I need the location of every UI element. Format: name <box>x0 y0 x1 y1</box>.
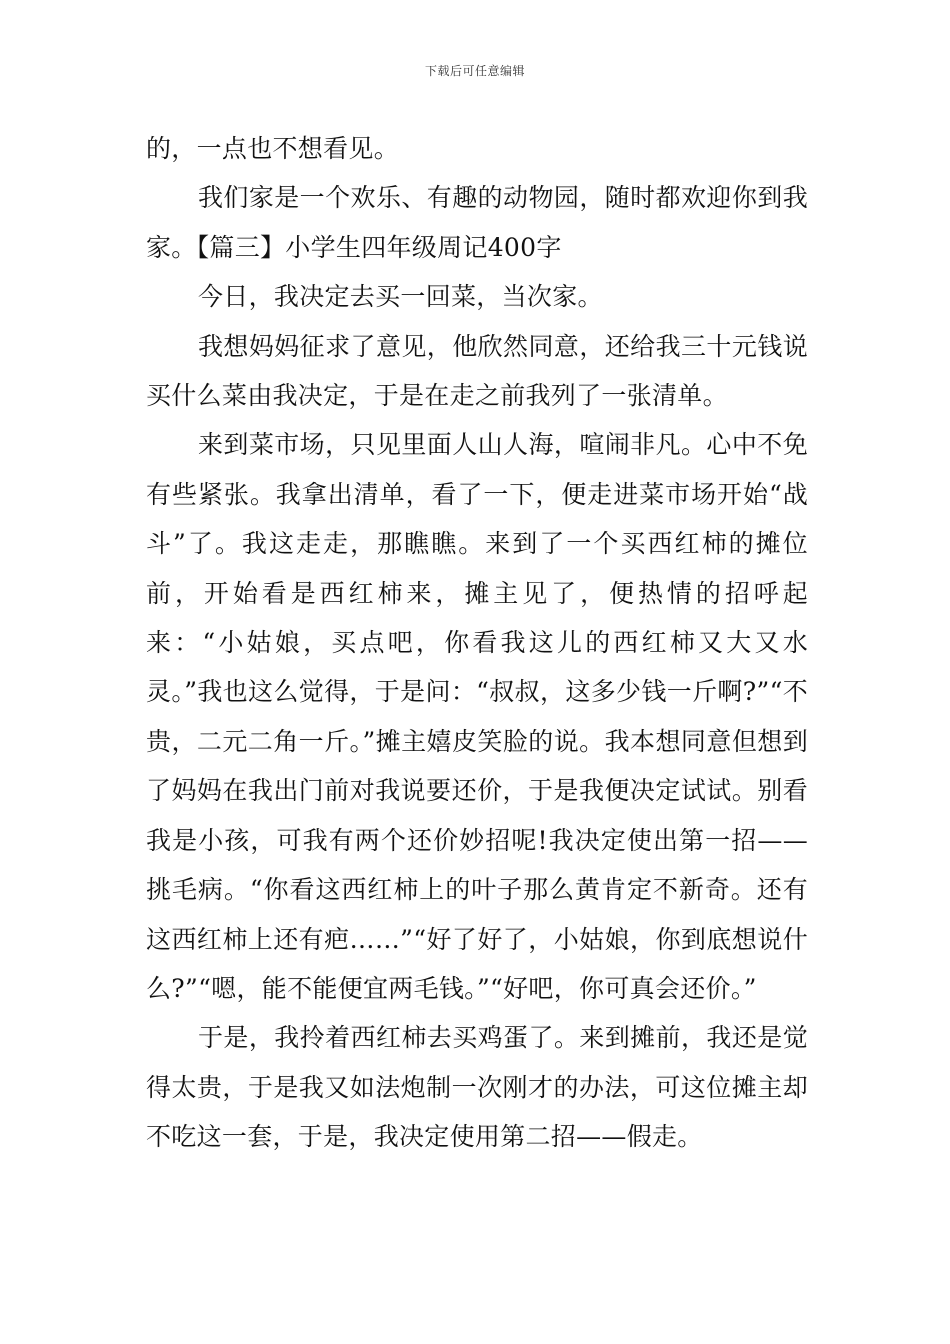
paragraph-5: 来到菜市场，只见里面人山人海，喧闹非凡。心中不免有些紧张。我拿出清单，看了一下，便走进菜市场开始“战斗”了。我这走走，那瞧瞧。来到了一个买西红柿的摊位前，开始看是西红柿来，摊主见了，便热情的招呼起来：“小姑娘，买点吧，你看我这儿的西红柿又大又水灵。”我也这么觉得，于是问：“叔叔，这多少钱一斤啊?”“不贵，二元二角一斤。”摊主嬉皮笑脸的说。我本想同意但想到了妈妈在我出门前对我说要还价，于是我便决定试试。别看我是小孩，可我有两个还价妙招呢!我决定使出第一招——挑毛病。“你看这西红柿上的叶子那么黄肯定不新奇。还有这西红柿上还有疤……”“好了好了，小姑娘，你到底想说什么?”“嗯，能不能便宜两毛钱。”“好吧，你可真会还价。” <box>146 430 808 1003</box>
page-header: 下载后可任意编辑 <box>424 64 525 78</box>
paragraph-3: 今日，我决定去买一回菜，当次家。 <box>198 282 603 312</box>
paragraph-4: 我想妈妈征求了意见，他欣然同意，还给我三十元钱说买什么菜由我决定，于是在走之前我列了一张清单。 <box>146 331 808 411</box>
document-body <box>146 124 808 1162</box>
paragraph-1: 的，一点也不想看见。 <box>146 134 400 163</box>
paragraph-2: 我们家是一个欢乐、有趣的动物园，随时都欢迎你到我家。【篇三】小学生四年级周记400字 <box>146 183 808 262</box>
paragraph-6: 于是，我拎着西红柿去买鸡蛋了。来到摊前，我还是觉得太贵，于是我又如法炮制一次刚才的办法，可这位摊主却不吃这一套，于是，我决定使用第二招——假走。 <box>146 1023 808 1152</box>
